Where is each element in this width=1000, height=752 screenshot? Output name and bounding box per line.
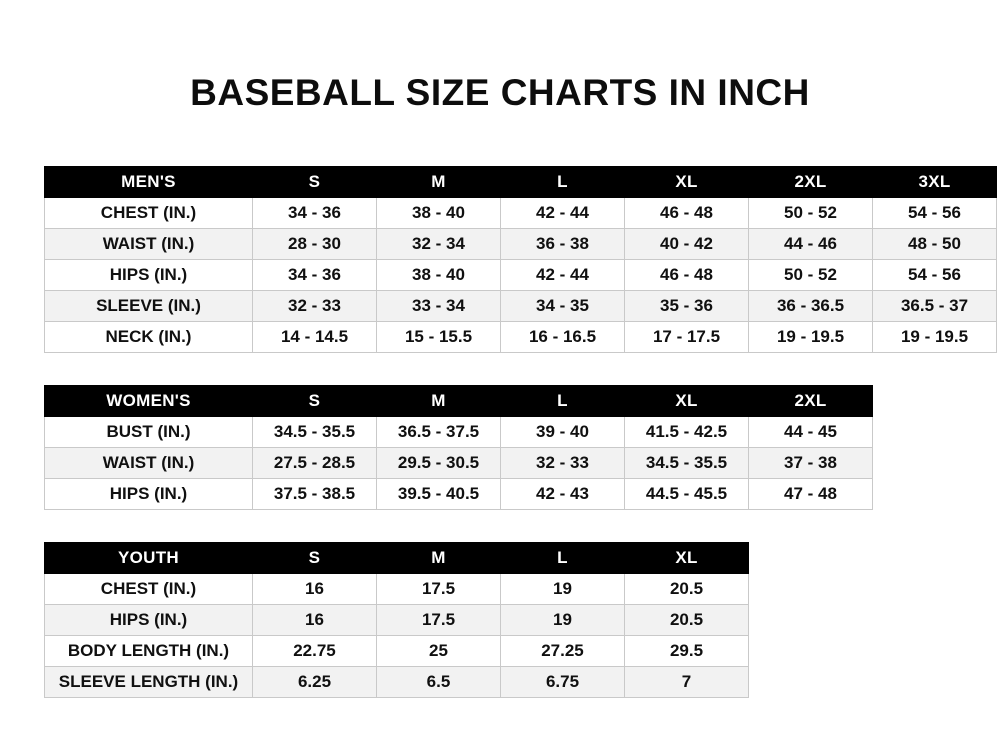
column-header: L — [501, 167, 625, 198]
table-cell: 17.5 — [377, 605, 501, 636]
table-cell: 36.5 - 37 — [873, 291, 997, 322]
table-cell: 38 - 40 — [377, 260, 501, 291]
table-cell: 17 - 17.5 — [625, 322, 749, 353]
table-cell: 19 — [501, 574, 625, 605]
table-cell: 35 - 36 — [625, 291, 749, 322]
table-cell: 42 - 44 — [501, 198, 625, 229]
column-header: L — [501, 386, 625, 417]
table-cell: 46 - 48 — [625, 260, 749, 291]
column-header: MEN'S — [45, 167, 253, 198]
table-cell: 29.5 - 30.5 — [377, 448, 501, 479]
table-cell: 16 - 16.5 — [501, 322, 625, 353]
table-cell: 38 - 40 — [377, 198, 501, 229]
column-header: L — [501, 543, 625, 574]
column-header: 2XL — [749, 386, 873, 417]
row-label: HIPS (IN.) — [45, 479, 253, 510]
column-header: 3XL — [873, 167, 997, 198]
table-cell: 40 - 42 — [625, 229, 749, 260]
table-cell: 7 — [625, 667, 749, 698]
table-cell: 19 — [501, 605, 625, 636]
table-row — [45, 605, 749, 636]
table-cell: 27.25 — [501, 636, 625, 667]
row-label: SLEEVE LENGTH (IN.) — [45, 667, 253, 698]
table-cell: 46 - 48 — [625, 198, 749, 229]
row-label: BODY LENGTH (IN.) — [45, 636, 253, 667]
table-cell: 39 - 40 — [501, 417, 625, 448]
table-cell: 42 - 43 — [501, 479, 625, 510]
page-title: BASEBALL SIZE CHARTS IN INCH — [190, 72, 810, 113]
table-row — [45, 417, 873, 448]
table-cell: 32 - 33 — [253, 291, 377, 322]
size-tables-container — [0, 114, 1000, 698]
table-cell: 16 — [253, 574, 377, 605]
table-cell: 41.5 - 42.5 — [625, 417, 749, 448]
table-cell: 54 - 56 — [873, 198, 997, 229]
column-header: XL — [625, 386, 749, 417]
table-cell: 22.75 — [253, 636, 377, 667]
table-cell: 36.5 - 37.5 — [377, 417, 501, 448]
table-cell: 34.5 - 35.5 — [625, 448, 749, 479]
table-header-row — [45, 167, 997, 198]
table-cell: 48 - 50 — [873, 229, 997, 260]
column-header: M — [377, 543, 501, 574]
column-header: S — [253, 167, 377, 198]
column-header: S — [253, 543, 377, 574]
table-cell: 36 - 38 — [501, 229, 625, 260]
table-cell: 17.5 — [377, 574, 501, 605]
table-row — [45, 291, 997, 322]
table-cell: 47 - 48 — [749, 479, 873, 510]
table-row — [45, 322, 997, 353]
table-cell: 20.5 — [625, 574, 749, 605]
table-row — [45, 636, 749, 667]
row-label: CHEST (IN.) — [45, 574, 253, 605]
table-cell: 34 - 36 — [253, 198, 377, 229]
row-label: CHEST (IN.) — [45, 198, 253, 229]
table-cell: 19 - 19.5 — [749, 322, 873, 353]
table-row — [45, 479, 873, 510]
table-cell: 37 - 38 — [749, 448, 873, 479]
table-cell: 34 - 36 — [253, 260, 377, 291]
row-label: WAIST (IN.) — [45, 448, 253, 479]
table-header-row — [45, 386, 873, 417]
table-cell: 27.5 - 28.5 — [253, 448, 377, 479]
table-cell: 28 - 30 — [253, 229, 377, 260]
table-cell: 29.5 — [625, 636, 749, 667]
column-header: 2XL — [749, 167, 873, 198]
row-label: NECK (IN.) — [45, 322, 253, 353]
table-cell: 25 — [377, 636, 501, 667]
table-cell: 44 - 46 — [749, 229, 873, 260]
table-cell: 54 - 56 — [873, 260, 997, 291]
mens-size-table — [44, 166, 997, 353]
table-cell: 44 - 45 — [749, 417, 873, 448]
table-cell: 44.5 - 45.5 — [625, 479, 749, 510]
table-cell: 39.5 - 40.5 — [377, 479, 501, 510]
column-header: S — [253, 386, 377, 417]
table-cell: 19 - 19.5 — [873, 322, 997, 353]
table-cell: 6.75 — [501, 667, 625, 698]
table-cell: 6.25 — [253, 667, 377, 698]
row-label: BUST (IN.) — [45, 417, 253, 448]
table-cell: 34 - 35 — [501, 291, 625, 322]
table-row — [45, 574, 749, 605]
table-cell: 37.5 - 38.5 — [253, 479, 377, 510]
table-cell: 32 - 34 — [377, 229, 501, 260]
column-header: M — [377, 386, 501, 417]
row-label: SLEEVE (IN.) — [45, 291, 253, 322]
table-row — [45, 260, 997, 291]
womens-size-table — [44, 385, 873, 510]
column-header: YOUTH — [45, 543, 253, 574]
table-cell: 50 - 52 — [749, 198, 873, 229]
table-row — [45, 229, 997, 260]
column-header: M — [377, 167, 501, 198]
table-row — [45, 198, 997, 229]
table-cell: 34.5 - 35.5 — [253, 417, 377, 448]
table-cell: 6.5 — [377, 667, 501, 698]
column-header: WOMEN'S — [45, 386, 253, 417]
table-cell: 36 - 36.5 — [749, 291, 873, 322]
row-label: WAIST (IN.) — [45, 229, 253, 260]
table-cell: 32 - 33 — [501, 448, 625, 479]
table-cell: 20.5 — [625, 605, 749, 636]
table-header-row — [45, 543, 749, 574]
youth-size-table — [44, 542, 749, 698]
table-cell: 42 - 44 — [501, 260, 625, 291]
table-cell: 50 - 52 — [749, 260, 873, 291]
row-label: HIPS (IN.) — [45, 605, 253, 636]
column-header: XL — [625, 543, 749, 574]
table-cell: 14 - 14.5 — [253, 322, 377, 353]
column-header: XL — [625, 167, 749, 198]
table-cell: 16 — [253, 605, 377, 636]
table-row — [45, 448, 873, 479]
table-cell: 15 - 15.5 — [377, 322, 501, 353]
table-cell: 33 - 34 — [377, 291, 501, 322]
row-label: HIPS (IN.) — [45, 260, 253, 291]
table-row — [45, 667, 749, 698]
